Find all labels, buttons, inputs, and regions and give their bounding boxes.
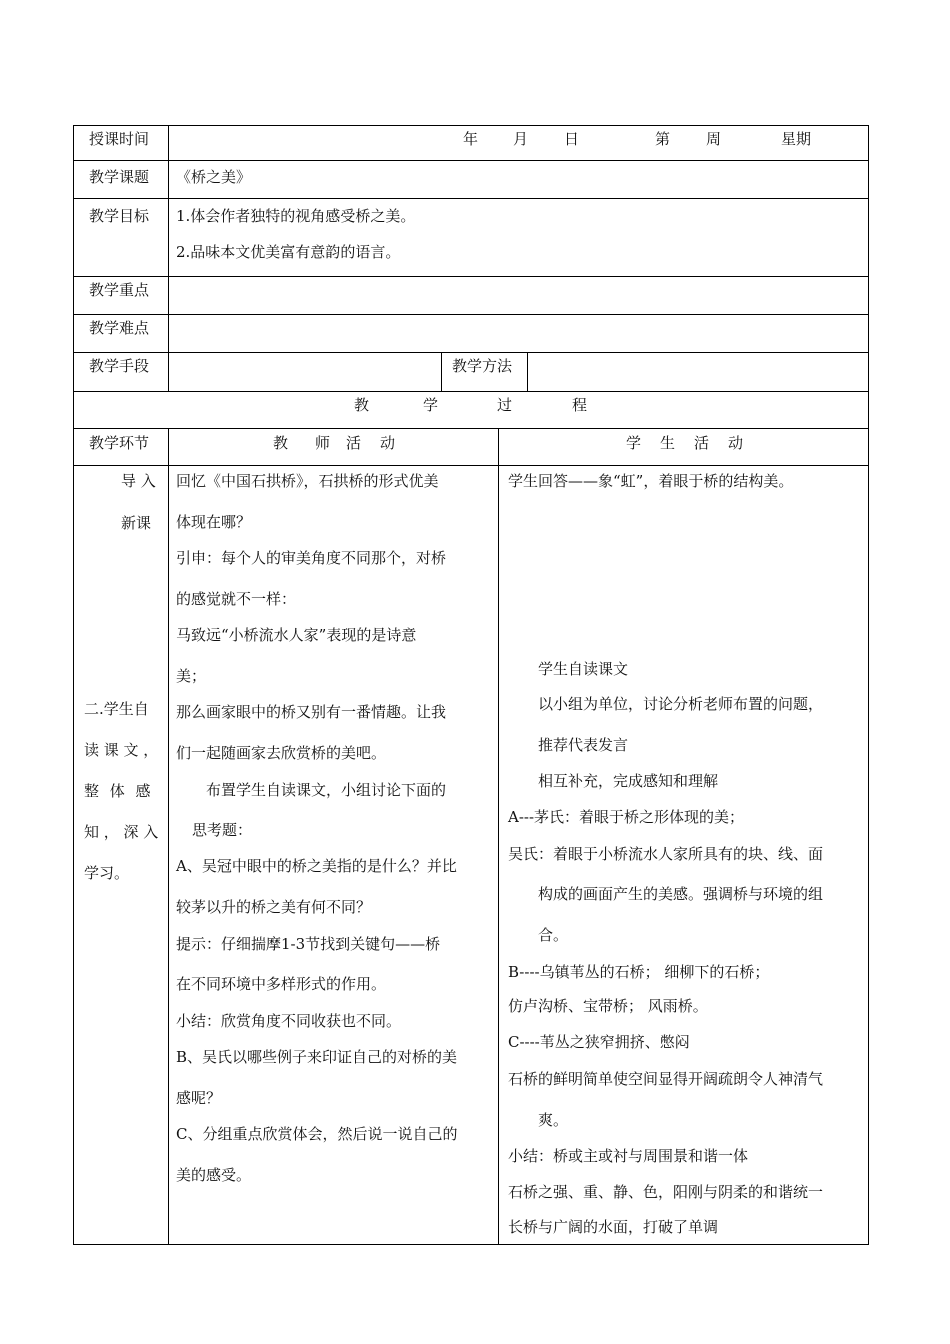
stage-second: 二.学生自	[84, 700, 149, 718]
time-week: 周	[706, 130, 722, 148]
student-header-char: 活	[694, 434, 710, 452]
process-title-char: 学	[423, 396, 439, 414]
teacher-header-char: 活	[346, 434, 362, 452]
student-line: 学生自读课文	[538, 660, 629, 678]
topic-label: 教学课题	[89, 168, 150, 186]
student-line: 长桥与广阔的水面，打破了单调	[508, 1218, 719, 1236]
teacher-line: B、吴氏以哪些例子来印证自己的对桥的美	[176, 1048, 458, 1066]
process-title-char: 教	[354, 396, 370, 414]
teacher-line: 的感觉就不一样：	[176, 590, 297, 608]
stage-column-header: 教学环节	[89, 434, 150, 452]
teacher-line: 体现在哪？	[176, 513, 252, 531]
col-line	[168, 428, 169, 1245]
teacher-line: 那么画家眼中的桥又别有一番情趣。让我	[176, 703, 447, 721]
student-line: 仿卢沟桥、宝带桥； 风雨桥。	[508, 997, 708, 1015]
teacher-line: 感呢？	[176, 1089, 222, 1107]
topic-value: 《桥之美》	[176, 168, 252, 186]
teacher-line: C、分组重点欣赏体会，然后说一说自己的	[176, 1125, 458, 1143]
teacher-header-char: 教	[273, 434, 289, 452]
student-line: 石桥之强、重、静、色，阳刚与阴柔的和谐统一	[508, 1183, 824, 1201]
focus-label: 教学重点	[89, 281, 150, 299]
teacher-line: 马致远“小桥流水人家”表现的是诗意	[176, 626, 417, 644]
col-line	[527, 352, 528, 391]
time-weekday: 星期	[781, 130, 812, 148]
teacher-line: 在不同环境中多样形式的作用。	[176, 975, 387, 993]
student-line: 吴氏：着眼于小桥流水人家所具有的块、线、面	[508, 845, 824, 863]
goal-item: 2.品味本文优美富有意韵的语言。	[176, 243, 401, 261]
teacher-line: 布置学生自读课文，小组讨论下面的	[206, 781, 447, 799]
student-line: 以小组为单位，讨论分析老师布置的问题，	[538, 695, 824, 713]
stage-second: 学习。	[84, 864, 130, 882]
col-line	[498, 428, 499, 1245]
col-line	[441, 352, 442, 391]
row-line	[73, 1244, 869, 1245]
process-title-char: 程	[572, 396, 588, 414]
teacher-header-char: 动	[380, 434, 396, 452]
student-line: 石桥的鲜明简单使空间显得开阔疏朗令人神清气	[508, 1070, 824, 1088]
student-line: 相互补充，完成感知和理解	[538, 772, 719, 790]
student-header-char: 动	[728, 434, 744, 452]
method-label: 教学方法	[452, 357, 513, 375]
teacher-line: 小结：欣赏角度不同收获也不同。	[176, 1012, 402, 1030]
teacher-header-char: 师	[315, 434, 331, 452]
student-line: 推荐代表发言	[538, 736, 629, 754]
student-line: 爽。	[538, 1111, 569, 1129]
col-line	[168, 125, 169, 391]
stage-intro: 新课	[121, 514, 152, 532]
student-line: 学生回答——象“虹”，着眼于桥的结构美。	[508, 472, 794, 490]
row-line	[73, 276, 869, 277]
teacher-line: 回忆《中国石拱桥》，石拱桥的形式优美	[176, 472, 439, 490]
col-line	[868, 125, 869, 1245]
teacher-line: 思考题：	[192, 821, 253, 839]
col-line	[73, 125, 74, 1245]
time-week-prefix: 第	[655, 130, 671, 148]
row-line	[73, 465, 869, 466]
student-line: B----乌镇苇丛的石桥； 细柳下的石桥；	[508, 963, 770, 981]
goal-label: 教学目标	[89, 207, 150, 225]
time-year: 年	[463, 130, 479, 148]
row-line	[73, 352, 869, 353]
stage-second: 整 体 感	[84, 782, 151, 800]
difficulty-label: 教学难点	[89, 319, 150, 337]
student-header-char: 生	[660, 434, 676, 452]
time-label: 授课时间	[89, 130, 150, 148]
student-header-char: 学	[626, 434, 642, 452]
row-line	[73, 314, 869, 315]
student-line: A---茅氏：着眼于桥之形体现的美；	[508, 808, 745, 826]
teacher-line: 们一起随画家去欣赏桥的美吧。	[176, 744, 387, 762]
teacher-line: 美的感受。	[176, 1166, 252, 1184]
student-line: 构成的画面产生的美感。强调桥与环境的组	[538, 885, 824, 903]
row-line	[73, 125, 869, 126]
teacher-line: 提示：仔细揣摩1-3节找到关键句——桥	[176, 935, 441, 953]
row-line	[73, 160, 869, 161]
teacher-line: 美；	[176, 667, 207, 685]
student-line: 合。	[538, 926, 569, 944]
row-line	[73, 391, 869, 392]
teacher-line: A、吴冠中眼中的桥之美指的是什么？并比	[176, 857, 457, 875]
teacher-line: 较茅以升的桥之美有何不同？	[176, 898, 372, 916]
means-label: 教学手段	[89, 357, 150, 375]
stage-second: 知 ， 深 入	[84, 823, 159, 841]
time-month: 月	[513, 130, 529, 148]
stage-intro: 导 入	[121, 472, 156, 490]
goal-item: 1.体会作者独特的视角感受桥之美。	[176, 207, 416, 225]
student-line: C----苇丛之狭窄拥挤、憋闷	[508, 1033, 690, 1051]
stage-second: 读 课 文 ，	[84, 741, 159, 759]
time-day: 日	[564, 130, 580, 148]
row-line	[73, 428, 869, 429]
student-line: 小结：桥或主或衬与周围景和谐一体	[508, 1147, 749, 1165]
row-line	[73, 198, 869, 199]
teacher-line: 引申：每个人的审美角度不同那个，对桥	[176, 549, 447, 567]
process-title-char: 过	[497, 396, 513, 414]
